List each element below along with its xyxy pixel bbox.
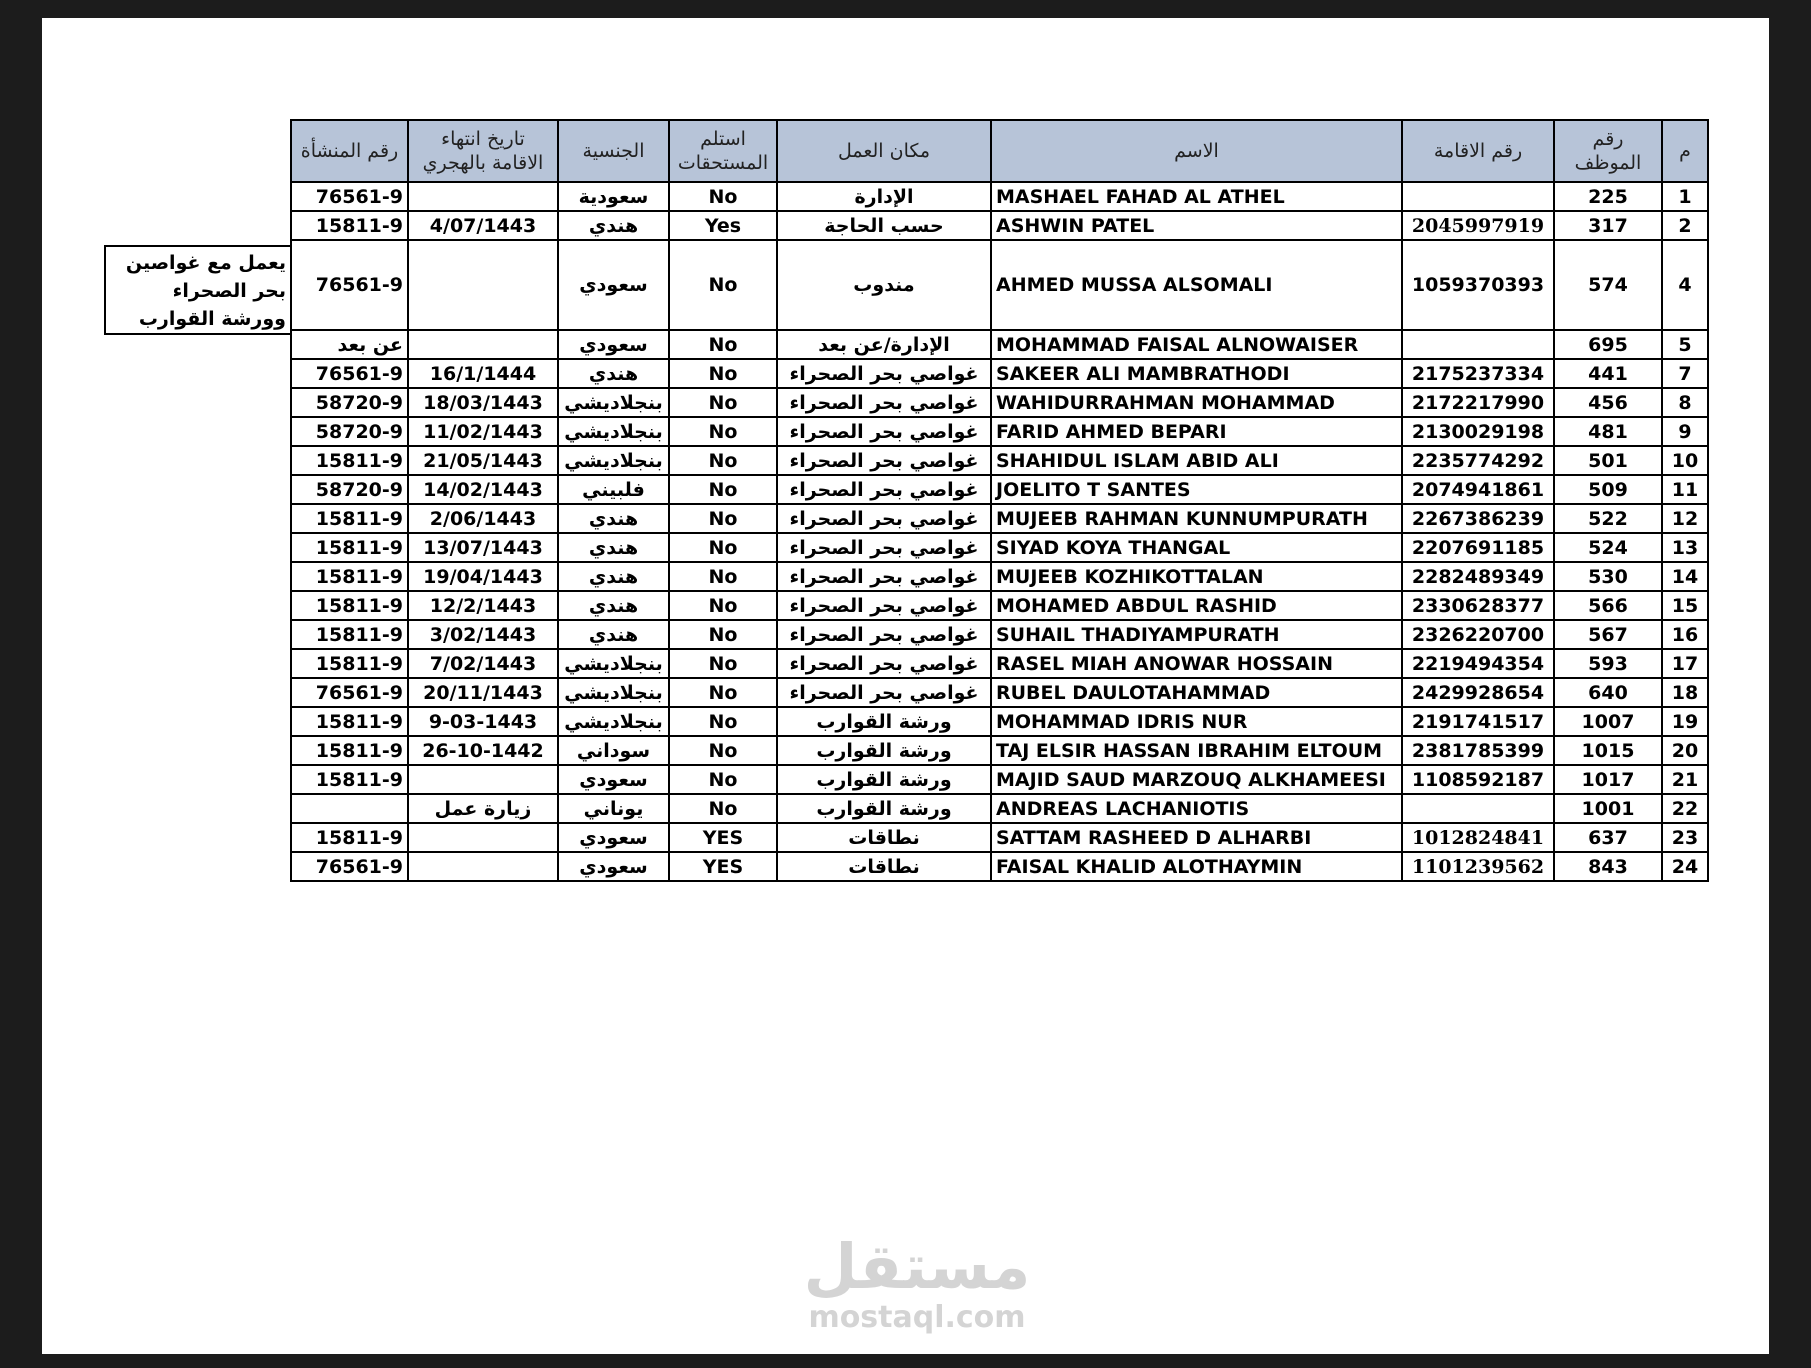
cell-workplace: الإدارة bbox=[777, 182, 991, 211]
document-page bbox=[42, 18, 1769, 1354]
cell-num: 18 bbox=[1662, 678, 1708, 707]
cell-emp-id: 501 bbox=[1554, 446, 1662, 475]
cell-est: 15811-9 bbox=[291, 620, 408, 649]
cell-received: No bbox=[669, 707, 777, 736]
cell-est: 58720-9 bbox=[291, 388, 408, 417]
cell-est: 15811-9 bbox=[291, 649, 408, 678]
cell-emp-id: 1007 bbox=[1554, 707, 1662, 736]
header-emp-id: رقم الموظف bbox=[1554, 120, 1662, 182]
cell-num: 15 bbox=[1662, 591, 1708, 620]
cell-received: No bbox=[669, 446, 777, 475]
table-row bbox=[291, 794, 1708, 823]
cell-expiry: 4/07/1443 bbox=[408, 211, 558, 240]
cell-nationality: سعودي bbox=[558, 823, 669, 852]
cell-iqama: 2330628377 bbox=[1402, 591, 1554, 620]
cell-name: SHAHIDUL ISLAM ABID ALI bbox=[991, 446, 1402, 475]
cell-name: FAISAL KHALID ALOTHAYMIN bbox=[991, 852, 1402, 881]
cell-iqama: 2235774292 bbox=[1402, 446, 1554, 475]
cell-emp-id: 1001 bbox=[1554, 794, 1662, 823]
cell-received: No bbox=[669, 240, 777, 330]
cell-emp-id: 1017 bbox=[1554, 765, 1662, 794]
cell-expiry: 13/07/1443 bbox=[408, 533, 558, 562]
cell-expiry: زيارة عمل bbox=[408, 794, 558, 823]
cell-emp-id: 509 bbox=[1554, 475, 1662, 504]
cell-expiry: 9-03-1443 bbox=[408, 707, 558, 736]
cell-emp-id: 843 bbox=[1554, 852, 1662, 881]
cell-est: 15811-9 bbox=[291, 707, 408, 736]
cell-nationality: سعودي bbox=[558, 852, 669, 881]
cell-emp-id: 567 bbox=[1554, 620, 1662, 649]
watermark-arabic: مستقل bbox=[803, 1230, 1031, 1303]
cell-workplace: غواصي بحر الصحراء bbox=[777, 678, 991, 707]
cell-num: 14 bbox=[1662, 562, 1708, 591]
table-row bbox=[291, 330, 1708, 359]
table-row bbox=[291, 475, 1708, 504]
table-row bbox=[291, 211, 1708, 240]
cell-received: No bbox=[669, 359, 777, 388]
cell-nationality: يوناني bbox=[558, 794, 669, 823]
cell-est: 76561-9 bbox=[291, 678, 408, 707]
cell-received: No bbox=[669, 182, 777, 211]
cell-emp-id: 317 bbox=[1554, 211, 1662, 240]
cell-workplace: غواصي بحر الصحراء bbox=[777, 649, 991, 678]
cell-expiry: 12/2/1443 bbox=[408, 591, 558, 620]
cell-workplace: حسب الحاجة bbox=[777, 211, 991, 240]
cell-received: No bbox=[669, 794, 777, 823]
cell-emp-id: 522 bbox=[1554, 504, 1662, 533]
cell-num: 17 bbox=[1662, 649, 1708, 678]
cell-est: 15811-9 bbox=[291, 533, 408, 562]
employee-table bbox=[290, 119, 1709, 882]
cell-workplace: غواصي بحر الصحراء bbox=[777, 620, 991, 649]
cell-iqama: 1108592187 bbox=[1402, 765, 1554, 794]
cell-received: No bbox=[669, 562, 777, 591]
cell-iqama: 2429928654 bbox=[1402, 678, 1554, 707]
cell-name: MOHAMMAD FAISAL ALNOWAISER bbox=[991, 330, 1402, 359]
cell-expiry: 26-10-1442 bbox=[408, 736, 558, 765]
cell-name: FARID AHMED BEPARI bbox=[991, 417, 1402, 446]
cell-nationality: بنجلاديشي bbox=[558, 417, 669, 446]
cell-workplace: غواصي بحر الصحراء bbox=[777, 446, 991, 475]
cell-num: 2 bbox=[1662, 211, 1708, 240]
cell-num: 13 bbox=[1662, 533, 1708, 562]
table-body bbox=[291, 182, 1708, 881]
cell-name: MOHAMED ABDUL RASHID bbox=[991, 591, 1402, 620]
cell-iqama bbox=[1402, 182, 1554, 211]
cell-workplace: نطاقات bbox=[777, 852, 991, 881]
cell-expiry: 7/02/1443 bbox=[408, 649, 558, 678]
header-received: استلم المستحقات bbox=[669, 120, 777, 182]
table-row bbox=[291, 388, 1708, 417]
cell-emp-id: 574 bbox=[1554, 240, 1662, 330]
cell-received: Yes bbox=[669, 211, 777, 240]
cell-workplace: غواصي بحر الصحراء bbox=[777, 533, 991, 562]
cell-expiry: 14/02/1443 bbox=[408, 475, 558, 504]
cell-expiry: 2/06/1443 bbox=[408, 504, 558, 533]
table-row bbox=[291, 182, 1708, 211]
cell-iqama: 2381785399 bbox=[1402, 736, 1554, 765]
cell-nationality: فلبيني bbox=[558, 475, 669, 504]
cell-est bbox=[291, 794, 408, 823]
header-nationality: الجنسية bbox=[558, 120, 669, 182]
cell-workplace: غواصي بحر الصحراء bbox=[777, 417, 991, 446]
cell-received: No bbox=[669, 504, 777, 533]
table-row bbox=[291, 359, 1708, 388]
cell-workplace: غواصي بحر الصحراء bbox=[777, 388, 991, 417]
cell-num: 12 bbox=[1662, 504, 1708, 533]
cell-workplace: ورشة القوارب bbox=[777, 707, 991, 736]
cell-nationality: هندي bbox=[558, 533, 669, 562]
cell-workplace: غواصي بحر الصحراء bbox=[777, 562, 991, 591]
table-row bbox=[291, 562, 1708, 591]
cell-received: No bbox=[669, 620, 777, 649]
cell-received: No bbox=[669, 736, 777, 765]
cell-iqama: 2282489349 bbox=[1402, 562, 1554, 591]
cell-nationality: بنجلاديشي bbox=[558, 446, 669, 475]
cell-workplace: مندوب bbox=[777, 240, 991, 330]
cell-name: SAKEER ALI MAMBRATHODI bbox=[991, 359, 1402, 388]
header-iqama: رقم الاقامة bbox=[1402, 120, 1554, 182]
cell-est: 15811-9 bbox=[291, 736, 408, 765]
cell-nationality: هندي bbox=[558, 504, 669, 533]
table-row bbox=[291, 620, 1708, 649]
watermark-logo bbox=[797, 1230, 1037, 1335]
cell-num: 22 bbox=[1662, 794, 1708, 823]
cell-iqama: 2326220700 bbox=[1402, 620, 1554, 649]
cell-num: 19 bbox=[1662, 707, 1708, 736]
cell-num: 21 bbox=[1662, 765, 1708, 794]
cell-nationality: هندي bbox=[558, 562, 669, 591]
cell-emp-id: 1015 bbox=[1554, 736, 1662, 765]
cell-received: No bbox=[669, 678, 777, 707]
cell-emp-id: 225 bbox=[1554, 182, 1662, 211]
cell-expiry: 20/11/1443 bbox=[408, 678, 558, 707]
table-row bbox=[291, 240, 1708, 330]
table-row bbox=[291, 736, 1708, 765]
cell-emp-id: 640 bbox=[1554, 678, 1662, 707]
cell-est: 76561-9 bbox=[291, 852, 408, 881]
cell-received: No bbox=[669, 765, 777, 794]
cell-num: 10 bbox=[1662, 446, 1708, 475]
cell-num: 24 bbox=[1662, 852, 1708, 881]
cell-nationality: بنجلاديشي bbox=[558, 707, 669, 736]
cell-num: 16 bbox=[1662, 620, 1708, 649]
cell-workplace: الإدارة/عن بعد bbox=[777, 330, 991, 359]
cell-name: SATTAM RASHEED D ALHARBI bbox=[991, 823, 1402, 852]
cell-name: ASHWIN PATEL bbox=[991, 211, 1402, 240]
cell-nationality: هندي bbox=[558, 620, 669, 649]
cell-emp-id: 637 bbox=[1554, 823, 1662, 852]
cell-name: JOELITO T SANTES bbox=[991, 475, 1402, 504]
header-row bbox=[291, 120, 1708, 182]
cell-name: RUBEL DAULOTAHAMMAD bbox=[991, 678, 1402, 707]
cell-num: 20 bbox=[1662, 736, 1708, 765]
table-row bbox=[291, 417, 1708, 446]
cell-est: 15811-9 bbox=[291, 765, 408, 794]
cell-received: No bbox=[669, 388, 777, 417]
table-row bbox=[291, 649, 1708, 678]
header-est: رقم المنشأة bbox=[291, 120, 408, 182]
cell-workplace: نطاقات bbox=[777, 823, 991, 852]
side-note: يعمل مع غواصين بحر الصحراء وورشة القوارب bbox=[104, 245, 290, 335]
cell-expiry bbox=[408, 330, 558, 359]
cell-num: 4 bbox=[1662, 240, 1708, 330]
cell-workplace: ورشة القوارب bbox=[777, 794, 991, 823]
table-row bbox=[291, 533, 1708, 562]
cell-emp-id: 441 bbox=[1554, 359, 1662, 388]
cell-name: MUJEEB KOZHIKOTTALAN bbox=[991, 562, 1402, 591]
cell-workplace: غواصي بحر الصحراء bbox=[777, 504, 991, 533]
cell-iqama: 2191741517 bbox=[1402, 707, 1554, 736]
cell-name: MASHAEL FAHAD AL ATHEL bbox=[991, 182, 1402, 211]
cell-name: MAJID SAUD MARZOUQ ALKHAMEESI bbox=[991, 765, 1402, 794]
cell-workplace: ورشة القوارب bbox=[777, 736, 991, 765]
cell-num: 23 bbox=[1662, 823, 1708, 852]
table-row bbox=[291, 707, 1708, 736]
cell-expiry: 21/05/1443 bbox=[408, 446, 558, 475]
cell-expiry: 19/04/1443 bbox=[408, 562, 558, 591]
cell-nationality: هندي bbox=[558, 211, 669, 240]
cell-nationality: هندي bbox=[558, 359, 669, 388]
cell-expiry: 11/02/1443 bbox=[408, 417, 558, 446]
cell-est: 58720-9 bbox=[291, 417, 408, 446]
cell-est: 58720-9 bbox=[291, 475, 408, 504]
cell-emp-id: 593 bbox=[1554, 649, 1662, 678]
header-expiry: تاريخ انتهاء الاقامة بالهجري bbox=[408, 120, 558, 182]
cell-workplace: ورشة القوارب bbox=[777, 765, 991, 794]
cell-iqama: 1012824841 bbox=[1402, 823, 1554, 852]
cell-est: 15811-9 bbox=[291, 562, 408, 591]
cell-iqama: 2267386239 bbox=[1402, 504, 1554, 533]
cell-iqama bbox=[1402, 794, 1554, 823]
cell-expiry: 16/1/1444 bbox=[408, 359, 558, 388]
cell-received: No bbox=[669, 417, 777, 446]
cell-name: TAJ ELSIR HASSAN IBRAHIM ELTOUM bbox=[991, 736, 1402, 765]
cell-est: 15811-9 bbox=[291, 504, 408, 533]
header-num: م bbox=[1662, 120, 1708, 182]
table-row bbox=[291, 591, 1708, 620]
cell-workplace: غواصي بحر الصحراء bbox=[777, 475, 991, 504]
cell-nationality: سعودي bbox=[558, 765, 669, 794]
cell-nationality: سعودي bbox=[558, 240, 669, 330]
cell-num: 1 bbox=[1662, 182, 1708, 211]
cell-iqama: 2207691185 bbox=[1402, 533, 1554, 562]
cell-received: No bbox=[669, 475, 777, 504]
cell-expiry bbox=[408, 182, 558, 211]
cell-est: 15811-9 bbox=[291, 823, 408, 852]
table-row bbox=[291, 852, 1708, 881]
cell-received: No bbox=[669, 649, 777, 678]
cell-expiry: 18/03/1443 bbox=[408, 388, 558, 417]
cell-emp-id: 530 bbox=[1554, 562, 1662, 591]
cell-est: 15811-9 bbox=[291, 211, 408, 240]
cell-iqama: 2175237334 bbox=[1402, 359, 1554, 388]
cell-expiry bbox=[408, 823, 558, 852]
cell-nationality: بنجلاديشي bbox=[558, 388, 669, 417]
table-row bbox=[291, 678, 1708, 707]
cell-nationality: سوداني bbox=[558, 736, 669, 765]
cell-expiry: 3/02/1443 bbox=[408, 620, 558, 649]
cell-nationality: بنجلاديشي bbox=[558, 678, 669, 707]
cell-name: MUJEEB RAHMAN KUNNUMPURATH bbox=[991, 504, 1402, 533]
cell-name: WAHIDURRAHMAN MOHAMMAD bbox=[991, 388, 1402, 417]
table-row bbox=[291, 823, 1708, 852]
cell-name: AHMED MUSSA ALSOMALI bbox=[991, 240, 1402, 330]
cell-expiry bbox=[408, 240, 558, 330]
header-name: الاسم bbox=[991, 120, 1402, 182]
cell-iqama: 2172217990 bbox=[1402, 388, 1554, 417]
cell-name: ANDREAS LACHANIOTIS bbox=[991, 794, 1402, 823]
cell-iqama: 2219494354 bbox=[1402, 649, 1554, 678]
table-row bbox=[291, 446, 1708, 475]
cell-nationality: بنجلاديشي bbox=[558, 649, 669, 678]
cell-est: 76561-9 bbox=[291, 240, 408, 330]
cell-name: SUHAIL THADIYAMPURATH bbox=[991, 620, 1402, 649]
cell-num: 9 bbox=[1662, 417, 1708, 446]
header-workplace: مكان العمل bbox=[777, 120, 991, 182]
cell-received: YES bbox=[669, 852, 777, 881]
cell-est: 15811-9 bbox=[291, 591, 408, 620]
cell-num: 7 bbox=[1662, 359, 1708, 388]
cell-nationality: هندي bbox=[558, 591, 669, 620]
cell-expiry bbox=[408, 765, 558, 794]
cell-emp-id: 456 bbox=[1554, 388, 1662, 417]
table-row bbox=[291, 504, 1708, 533]
cell-received: YES bbox=[669, 823, 777, 852]
cell-nationality: سعودي bbox=[558, 330, 669, 359]
cell-iqama: 2074941861 bbox=[1402, 475, 1554, 504]
cell-est: 15811-9 bbox=[291, 446, 408, 475]
cell-emp-id: 695 bbox=[1554, 330, 1662, 359]
cell-iqama: 1101239562 bbox=[1402, 852, 1554, 881]
cell-num: 8 bbox=[1662, 388, 1708, 417]
cell-nationality: سعودية bbox=[558, 182, 669, 211]
cell-emp-id: 481 bbox=[1554, 417, 1662, 446]
cell-est: 76561-9 bbox=[291, 359, 408, 388]
table-row bbox=[291, 765, 1708, 794]
cell-iqama: 1059370393 bbox=[1402, 240, 1554, 330]
cell-received: No bbox=[669, 330, 777, 359]
cell-iqama bbox=[1402, 330, 1554, 359]
cell-num: 11 bbox=[1662, 475, 1708, 504]
cell-num: 5 bbox=[1662, 330, 1708, 359]
cell-iqama: 2130029198 bbox=[1402, 417, 1554, 446]
cell-name: MOHAMMAD IDRIS NUR bbox=[991, 707, 1402, 736]
cell-expiry bbox=[408, 852, 558, 881]
watermark-latin: mostaql.com bbox=[808, 1300, 1026, 1335]
cell-received: No bbox=[669, 591, 777, 620]
cell-est: عن بعد bbox=[291, 330, 408, 359]
cell-workplace: غواصي بحر الصحراء bbox=[777, 359, 991, 388]
cell-emp-id: 524 bbox=[1554, 533, 1662, 562]
cell-received: No bbox=[669, 533, 777, 562]
cell-iqama: 2045997919 bbox=[1402, 211, 1554, 240]
cell-emp-id: 566 bbox=[1554, 591, 1662, 620]
cell-est: 76561-9 bbox=[291, 182, 408, 211]
cell-workplace: غواصي بحر الصحراء bbox=[777, 591, 991, 620]
cell-name: SIYAD KOYA THANGAL bbox=[991, 533, 1402, 562]
cell-name: RASEL MIAH ANOWAR HOSSAIN bbox=[991, 649, 1402, 678]
